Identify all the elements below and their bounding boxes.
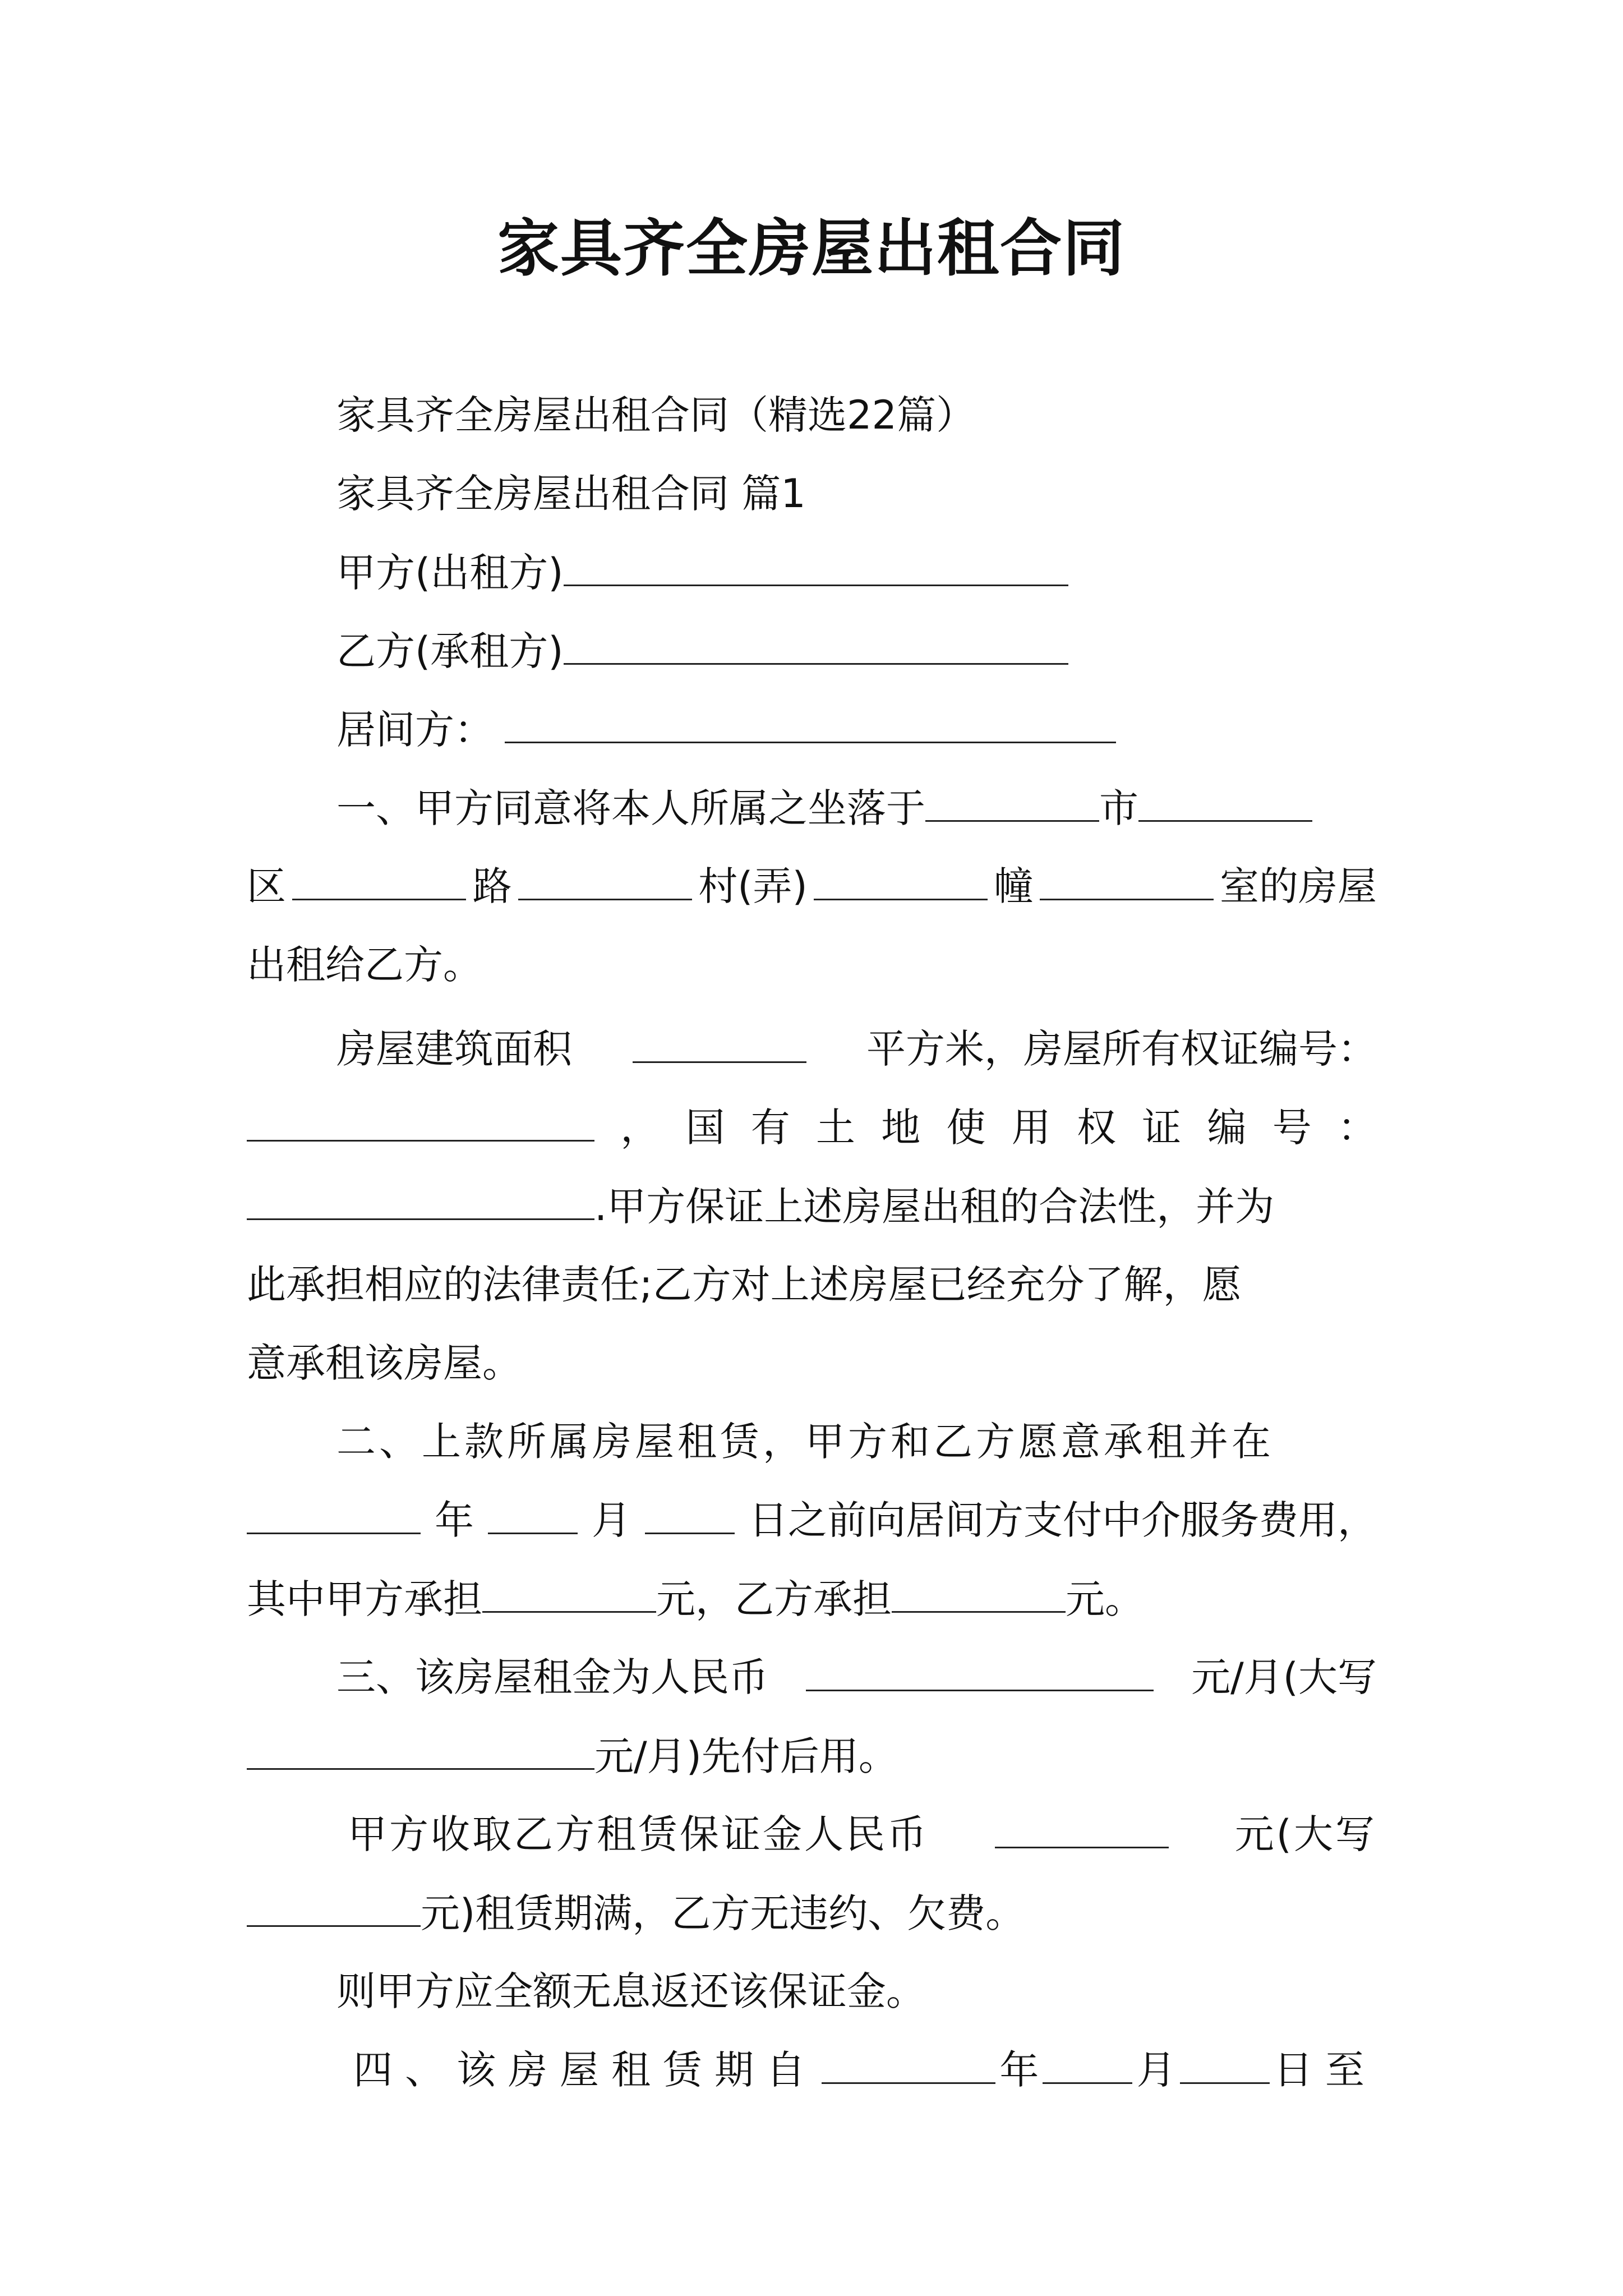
deposit-return-line: 则甲方应全额无息返还该保证金。: [336, 1968, 925, 2014]
day-to-label: 日至: [1273, 2047, 1377, 2093]
char: ：: [1338, 1105, 1377, 1151]
clause-2-line-3: [247, 1571, 1144, 1627]
clause-1-text: 一、甲方同意将本人所属之坐落于: [336, 785, 925, 831]
subtitle-line: 家具齐全房屋出租合同（精选22篇）: [336, 392, 976, 438]
char: 编: [1207, 1105, 1247, 1151]
char: 土: [816, 1105, 855, 1151]
willing-line: 意承租该房屋。: [247, 1340, 522, 1386]
blank: [488, 1492, 578, 1534]
land-cert-line: [247, 1099, 1377, 1156]
clause-2-line-1: 二、上款所属房屋租赁，甲方和乙方愿意承租并在: [336, 1419, 1274, 1465]
term-label: 四、该房屋租赁期自: [353, 2047, 818, 2093]
clause-1-line-2: [247, 858, 1377, 914]
party-b-line: [336, 623, 1068, 679]
road-label: 路: [472, 863, 512, 909]
building-label: 幢: [994, 863, 1034, 909]
section-heading: 家具齐全房屋出租合同 篇1: [336, 471, 806, 517]
rent-label: 三、该房屋租金为人民币: [336, 1654, 768, 1700]
blank: [925, 780, 1099, 822]
clause-2-text: 日之前向居间方支付中介服务费用，: [749, 1497, 1377, 1543]
unit-yuan: 元。: [1066, 1576, 1144, 1622]
room-label: 室的房屋: [1220, 863, 1377, 909]
char: 有: [750, 1105, 790, 1151]
clause-2-line-2: [247, 1492, 1377, 1548]
party-b-share: 元，乙方承担: [656, 1576, 892, 1622]
party-a-blank: [564, 544, 1068, 586]
comma: ，: [620, 1105, 660, 1151]
party-b-label: 乙方(承租方): [336, 628, 564, 674]
clause-4-line: [353, 2042, 1377, 2098]
blank: [247, 1728, 594, 1770]
party-a-share: 其中甲方承担: [247, 1576, 482, 1622]
responsibility-line: 此承担相应的法律责任;乙方对上述房屋已经充分了解，愿: [247, 1262, 1242, 1308]
clause-1-line-3: 出租给乙方。: [247, 942, 482, 988]
deposit-line: [348, 1806, 1377, 1862]
blank: [247, 1099, 594, 1142]
district-label: 区: [247, 863, 286, 909]
legality-line: [247, 1178, 1274, 1235]
blank: [247, 1492, 421, 1534]
deposit-label: 甲方收取乙方租赁保证金人民币: [348, 1811, 929, 1857]
document-title: 家具齐全房屋出租合同: [497, 212, 1126, 284]
intermediary-blank: [505, 701, 1116, 743]
char: 证: [1142, 1105, 1182, 1151]
rent-unit: 元/月(大写: [1191, 1654, 1377, 1700]
area-label: 房屋建筑面积: [336, 1026, 572, 1072]
blank: [892, 1571, 1066, 1613]
party-a-label: 甲方(出租方): [336, 550, 564, 596]
party-a-line: [336, 544, 1068, 601]
deposit-unit: 元(大写: [1234, 1811, 1377, 1857]
party-b-blank: [564, 623, 1068, 665]
blank: [518, 858, 692, 900]
blank: [292, 858, 466, 900]
clause-1-line-1: [336, 780, 1312, 836]
year-label: 年: [999, 2047, 1039, 2093]
village-label: 村(弄): [698, 863, 808, 909]
char: 权: [1077, 1105, 1116, 1151]
blank: [633, 1021, 806, 1063]
deposit-line-2: [247, 1885, 1025, 1941]
blank: [1138, 780, 1312, 822]
year-label: 年: [435, 1497, 474, 1543]
blank: [814, 858, 988, 900]
blank: [645, 1492, 735, 1534]
month-label: 月: [592, 1497, 631, 1543]
deposit-text: 元)租赁期满，乙方无违约、欠费。: [421, 1890, 1025, 1936]
clause-3-line-1: [336, 1649, 1377, 1705]
blank: [822, 2042, 995, 2084]
char: 地: [881, 1105, 921, 1151]
blank: [806, 1649, 1154, 1691]
blank: [995, 1806, 1169, 1848]
rent-unit-text: 元/月)先付后用。: [594, 1733, 898, 1779]
intermediary-line: [336, 701, 1116, 758]
ownership-label: 平方米，房屋所有权证编号：: [866, 1026, 1377, 1072]
blank: [1040, 858, 1214, 900]
month-label: 月: [1136, 2047, 1176, 2093]
blank: [247, 1178, 594, 1220]
clause-3-line-2: [247, 1728, 898, 1784]
char: 号: [1272, 1105, 1312, 1151]
blank: [1180, 2042, 1270, 2084]
clause-1-city: 市: [1099, 785, 1138, 831]
area-line: [336, 1021, 1377, 1077]
char: 使: [946, 1105, 986, 1151]
blank: [247, 1885, 421, 1927]
char: 国: [685, 1105, 725, 1151]
intermediary-label: 居间方：: [336, 707, 494, 753]
blank: [1043, 2042, 1132, 2084]
blank: [482, 1571, 656, 1613]
char: 用: [1011, 1105, 1051, 1151]
legality-text: .甲方保证上述房屋出租的合法性，并为: [594, 1184, 1275, 1230]
